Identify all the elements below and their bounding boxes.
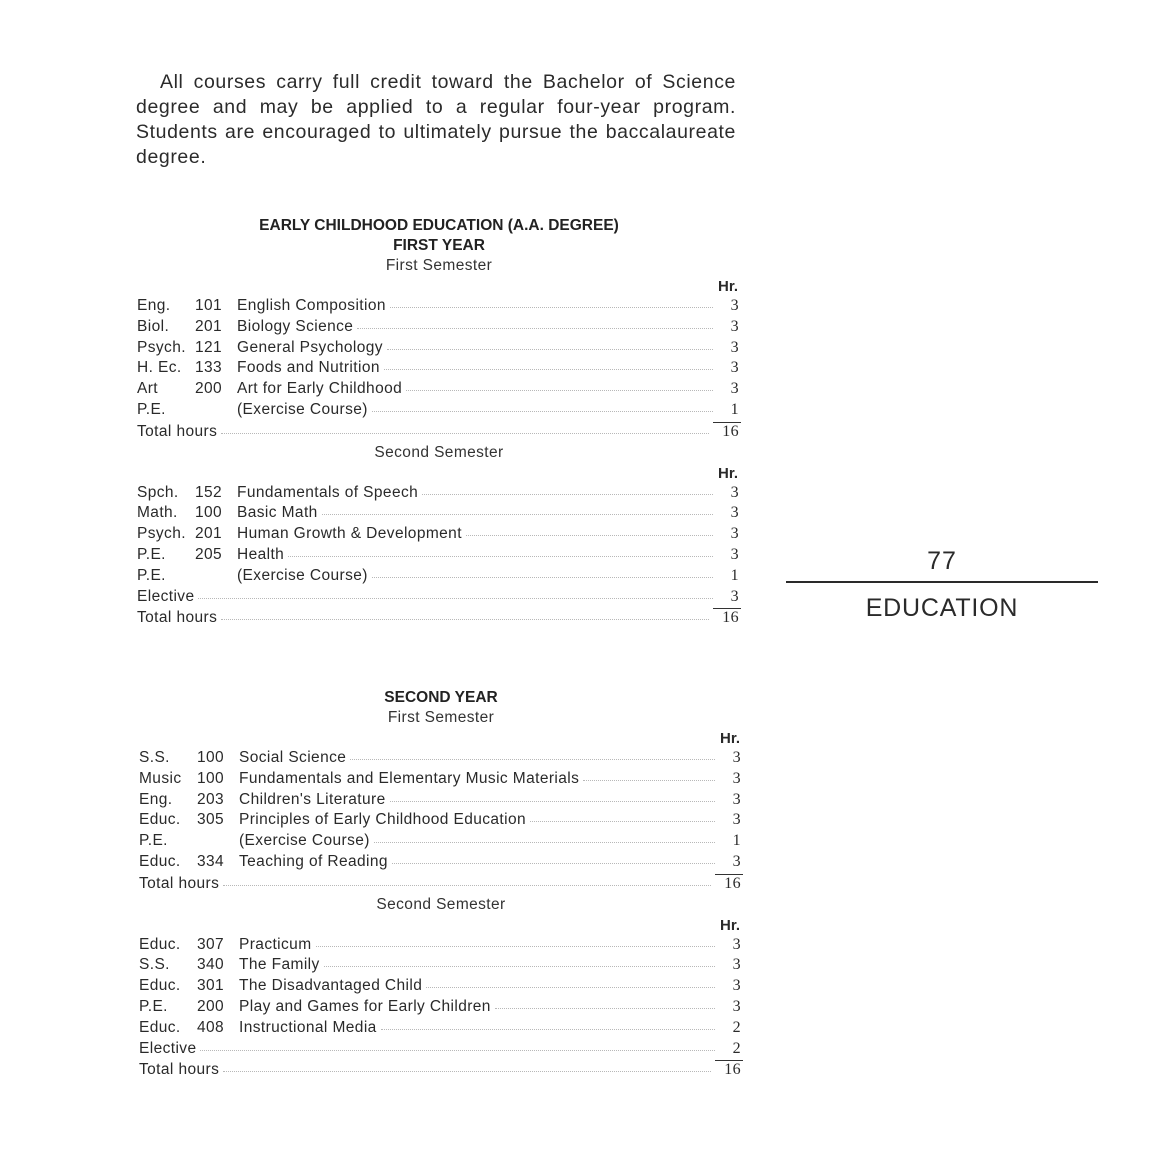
- course-title: (Exercise Course): [237, 400, 368, 418]
- side-panel: [786, 546, 1098, 623]
- course-hours: 1: [730, 566, 739, 584]
- course-dept: Biol.: [137, 317, 170, 335]
- dot-leader: [223, 1067, 711, 1072]
- course-title: Human Growth & Development: [237, 525, 462, 543]
- course-dept: S.S.: [139, 749, 170, 766]
- semester-heading: First Semester: [387, 709, 495, 726]
- course-title: (Exercise Course): [237, 566, 368, 584]
- course-row: [137, 525, 741, 546]
- course-row: [137, 588, 741, 609]
- dot-leader: [221, 429, 709, 434]
- course-hours: 3: [730, 359, 739, 377]
- course-number: 121: [195, 338, 223, 356]
- course-title: Principles of Early Childhood Education: [239, 811, 527, 829]
- course-hours: 3: [730, 587, 739, 605]
- course-dept: Elective: [139, 1039, 197, 1057]
- dot-leader: [322, 510, 713, 515]
- course-dept: Educ.: [139, 935, 181, 953]
- course-title: Basic Math: [237, 504, 318, 522]
- course-row: [139, 832, 743, 853]
- course-row: [137, 401, 741, 422]
- hours-column-label: Hr.: [719, 730, 740, 747]
- course-row: [139, 853, 743, 874]
- total-row: [137, 608, 741, 629]
- course-dept: P.E.: [137, 566, 166, 584]
- dot-leader: [221, 615, 709, 620]
- course-dept: Elective: [137, 587, 195, 605]
- dot-leader: [495, 1004, 715, 1009]
- total-hours-value: 16: [715, 1060, 743, 1079]
- course-dept: Spch.: [137, 483, 179, 501]
- course-row: [137, 339, 741, 360]
- course-dept: Eng.: [137, 297, 171, 314]
- total-hours-value: 16: [715, 874, 743, 893]
- course-hours: 3: [730, 545, 739, 563]
- course-dept: Art: [137, 380, 159, 398]
- course-title: Foods and Nutrition: [237, 359, 380, 377]
- dot-leader: [198, 594, 713, 599]
- course-dept: Educ.: [139, 1018, 181, 1036]
- course-row: [137, 297, 741, 318]
- course-title: Play and Games for Early Children: [239, 997, 491, 1015]
- course-list: [137, 484, 741, 630]
- course-dept: S.S.: [139, 956, 170, 974]
- dot-leader: [372, 407, 713, 412]
- year-heading: FIRST YEAR: [393, 237, 485, 254]
- dot-leader: [200, 1046, 715, 1051]
- course-hours: 1: [730, 400, 739, 418]
- course-number: 307: [197, 935, 225, 953]
- total-row: [139, 874, 743, 895]
- dot-leader: [530, 817, 715, 822]
- course-number: 101: [195, 297, 223, 314]
- course-hours: 3: [730, 317, 739, 335]
- course-number: 205: [195, 545, 223, 563]
- dot-leader: [324, 962, 715, 967]
- course-title: Practicum: [239, 935, 312, 953]
- dot-leader: [422, 490, 713, 495]
- course-title: Instructional Media: [239, 1018, 377, 1036]
- course-row: [137, 359, 741, 380]
- total-row: [139, 1060, 743, 1081]
- course-hours: 3: [732, 935, 741, 953]
- course-title: General Psychology: [237, 338, 383, 356]
- course-row: [137, 380, 741, 401]
- course-hours: 3: [730, 525, 739, 543]
- course-list: [137, 297, 741, 443]
- total-hours-label: Total hours: [137, 422, 218, 440]
- semester-heading: Second Semester: [374, 443, 504, 461]
- section-title: EDUCATION: [865, 594, 1019, 622]
- course-hours: 3: [730, 297, 739, 314]
- course-dept: H. Ec.: [137, 359, 182, 377]
- course-row: [139, 977, 743, 998]
- dot-leader: [381, 1025, 715, 1030]
- course-hours: 3: [732, 997, 741, 1015]
- course-row: [139, 811, 743, 832]
- course-dept: Math.: [137, 504, 178, 522]
- course-number: 100: [197, 769, 225, 787]
- course-row: [139, 936, 743, 957]
- course-hours: 3: [732, 790, 741, 808]
- course-dept: Educ.: [139, 977, 181, 995]
- semester-heading: Second Semester: [376, 895, 506, 913]
- dot-leader: [288, 552, 713, 557]
- course-row: [139, 998, 743, 1019]
- course-number: 203: [197, 790, 225, 808]
- course-hours: 3: [732, 749, 741, 766]
- course-title: Health: [237, 545, 285, 563]
- dot-leader: [583, 776, 715, 781]
- dot-leader: [466, 531, 713, 536]
- course-title: Biology Science: [237, 317, 354, 335]
- intro-text: All courses carry full credit toward the Bachelor of Science degree and may be applied to a regular four-year program. Students are encouraged to ultimately pursue the baccalaureate degree.: [136, 71, 736, 168]
- page-number: 77: [927, 547, 957, 575]
- course-list: [139, 936, 743, 1082]
- course-title: The Disadvantaged Child: [239, 977, 423, 995]
- course-dept: Music: [139, 769, 182, 787]
- course-number: 100: [195, 504, 223, 522]
- course-dept: P.E.: [139, 997, 168, 1015]
- semester-heading: First Semester: [385, 257, 493, 274]
- course-row: [139, 1019, 743, 1040]
- course-row: [139, 1040, 743, 1061]
- course-hours: 2: [732, 1018, 741, 1036]
- course-title: (Exercise Course): [239, 832, 370, 850]
- course-dept: Educ.: [139, 811, 181, 829]
- course-dept: Psych.: [137, 525, 186, 543]
- course-dept: Psych.: [137, 338, 186, 356]
- course-number: 100: [197, 749, 225, 766]
- total-hours-value: 16: [713, 608, 741, 627]
- course-number: 334: [197, 852, 225, 870]
- dot-leader: [374, 838, 715, 843]
- course-hours: 3: [730, 483, 739, 501]
- course-hours: 2: [732, 1039, 741, 1057]
- course-title: Children's Literature: [239, 790, 386, 808]
- dot-leader: [316, 942, 715, 947]
- dot-leader: [387, 345, 713, 350]
- course-row: [137, 567, 741, 588]
- course-dept: Eng.: [139, 790, 173, 808]
- intro-paragraph: [136, 70, 736, 170]
- course-row: [139, 749, 743, 770]
- course-title: Art for Early Childhood: [237, 380, 403, 398]
- course-dept: P.E.: [137, 400, 166, 418]
- course-number: 201: [195, 317, 223, 335]
- course-list: [139, 749, 743, 895]
- first-year-block: [137, 216, 741, 629]
- hours-column-label: Hr.: [719, 916, 740, 934]
- course-title: Social Science: [239, 749, 347, 766]
- course-title: English Composition: [237, 297, 386, 314]
- total-hours-value: 16: [713, 422, 741, 441]
- course-row: [139, 770, 743, 791]
- course-hours: 3: [732, 977, 741, 995]
- dot-leader: [384, 365, 713, 370]
- course-number: 305: [197, 811, 225, 829]
- dot-leader: [426, 983, 715, 988]
- course-dept: Educ.: [139, 852, 181, 870]
- dot-leader: [390, 797, 715, 802]
- course-number: 200: [195, 380, 223, 398]
- course-hours: 1: [732, 832, 741, 850]
- course-hours: 3: [732, 811, 741, 829]
- dot-leader: [406, 386, 713, 391]
- course-number: 408: [197, 1018, 225, 1036]
- course-row: [139, 791, 743, 812]
- course-hours: 3: [730, 504, 739, 522]
- course-hours: 3: [730, 380, 739, 398]
- hours-column-label: Hr.: [717, 464, 738, 482]
- course-hours: 3: [730, 338, 739, 356]
- course-row: [137, 318, 741, 339]
- course-number: 340: [197, 956, 225, 974]
- total-row: [137, 422, 741, 443]
- course-hours: 3: [732, 956, 741, 974]
- course-hours: 3: [732, 769, 741, 787]
- dot-leader: [372, 573, 713, 578]
- second-year-block: [139, 688, 743, 1081]
- course-number: 201: [195, 525, 223, 543]
- course-row: [137, 546, 741, 567]
- total-hours-label: Total hours: [139, 874, 220, 892]
- course-title: Teaching of Reading: [239, 852, 388, 870]
- dot-leader: [390, 303, 713, 308]
- course-title: Fundamentals and Elementary Music Materials: [239, 769, 580, 787]
- dot-leader: [392, 859, 715, 864]
- dot-leader: [350, 755, 715, 760]
- course-hours: 3: [732, 852, 741, 870]
- course-row: [137, 504, 741, 525]
- dot-leader: [223, 881, 711, 886]
- course-dept: P.E.: [139, 832, 168, 850]
- hours-column-label: Hr.: [717, 278, 738, 295]
- course-number: 133: [195, 359, 223, 377]
- program-title: EARLY CHILDHOOD EDUCATION (A.A. DEGREE): [259, 217, 619, 234]
- course-row: [137, 484, 741, 505]
- total-hours-label: Total hours: [137, 609, 218, 627]
- total-hours-label: Total hours: [139, 1061, 220, 1079]
- year-heading: SECOND YEAR: [384, 689, 498, 706]
- course-number: 301: [197, 977, 225, 995]
- course-title: Fundamentals of Speech: [237, 483, 419, 501]
- course-title: The Family: [239, 956, 320, 974]
- dot-leader: [357, 324, 713, 329]
- course-number: 152: [195, 483, 223, 501]
- side-divider: [786, 581, 1098, 583]
- course-row: [139, 956, 743, 977]
- course-number: 200: [197, 997, 225, 1015]
- course-dept: P.E.: [137, 545, 166, 563]
